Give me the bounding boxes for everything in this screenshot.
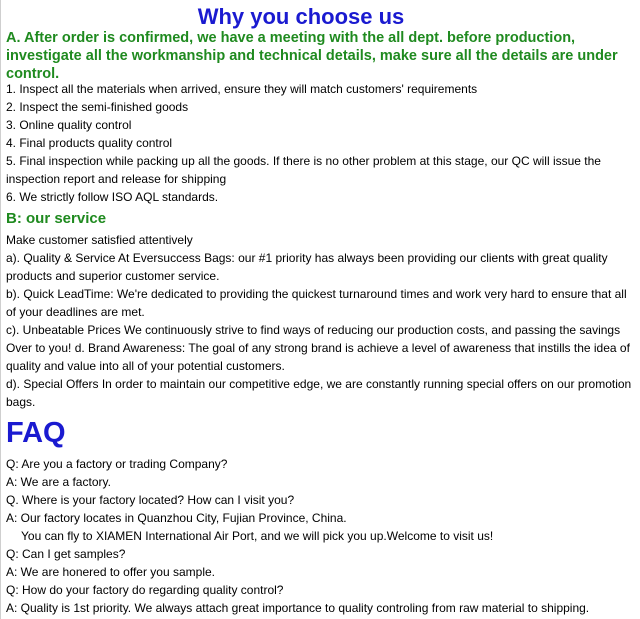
section-b-item: a). Quality & Service At Eversuccess Bags: our #1 priority has always been providing our clients with great quality products and superior customer service. (6, 251, 608, 283)
faq-question: Q: How do your factory do regarding quality control? (6, 583, 284, 597)
section-b-intro: Make customer satisfied attentively (6, 233, 193, 247)
faq-answer: A: Our factory locates in Quanzhou City, Fujian Province, China. (6, 511, 347, 525)
section-b-item: b). Quick LeadTime: We're dedicated to providing the quickest turnaround times and work very hard to ensure that all of your deadlines are met. (6, 287, 627, 319)
section-b-item: c). Unbeatable Prices We continuously strive to find ways of reducing our production costs, and passing the savings Over to you! d. Brand Awareness: The goal of any strong brand is achieve a level of awareness that instills the idea of quality and value into all of your potential customers. (6, 323, 630, 373)
faq-answer: You can fly to XIAMEN International Air Port, and we will pick you up.Welcome to visit us! (21, 529, 494, 543)
section-b-heading: B: our service (6, 210, 107, 227)
faq-answer: A: We are honered to offer you sample. (6, 565, 216, 579)
faq-question: Q. Where is your factory located? How can I visit you? (6, 493, 295, 507)
page-title: Why you choose us (197, 4, 405, 29)
faq-question: Q: Are you a factory or trading Company? (6, 457, 228, 471)
section-a-item: 3. Online quality control (6, 118, 132, 132)
section-b-item: d). Special Offers In order to maintain our competitive edge, we are constantly running special offers on our promotion bags. (6, 377, 632, 409)
faq-answer: A: Quality is 1st priority. We always attach great importance to quality controling from raw material to shipping. (6, 601, 590, 615)
section-a-item: 5. Final inspection while packing up all the goods. If there is no other problem at this stage, our QC will issue the inspection report and release for shipping (6, 154, 601, 186)
section-a-item: 1. Inspect all the materials when arrived, ensure they will match customers' requirements (6, 82, 478, 96)
section-a-heading: A. After order is confirmed, we have a meeting with the all dept. before production, investigate all the workmanship and technical details, make sure all the details are under control. (6, 30, 618, 82)
section-a-item: 2. Inspect the semi-finished goods (6, 100, 189, 114)
faq-question: Q: Can I get samples? (6, 547, 126, 561)
faq-title: FAQ (6, 417, 66, 449)
faq-answer: A: We are a factory. (6, 475, 111, 489)
section-a-item: 6. We strictly follow ISO AQL standards. (6, 190, 219, 204)
section-a-item: 4. Final products quality control (6, 136, 173, 150)
